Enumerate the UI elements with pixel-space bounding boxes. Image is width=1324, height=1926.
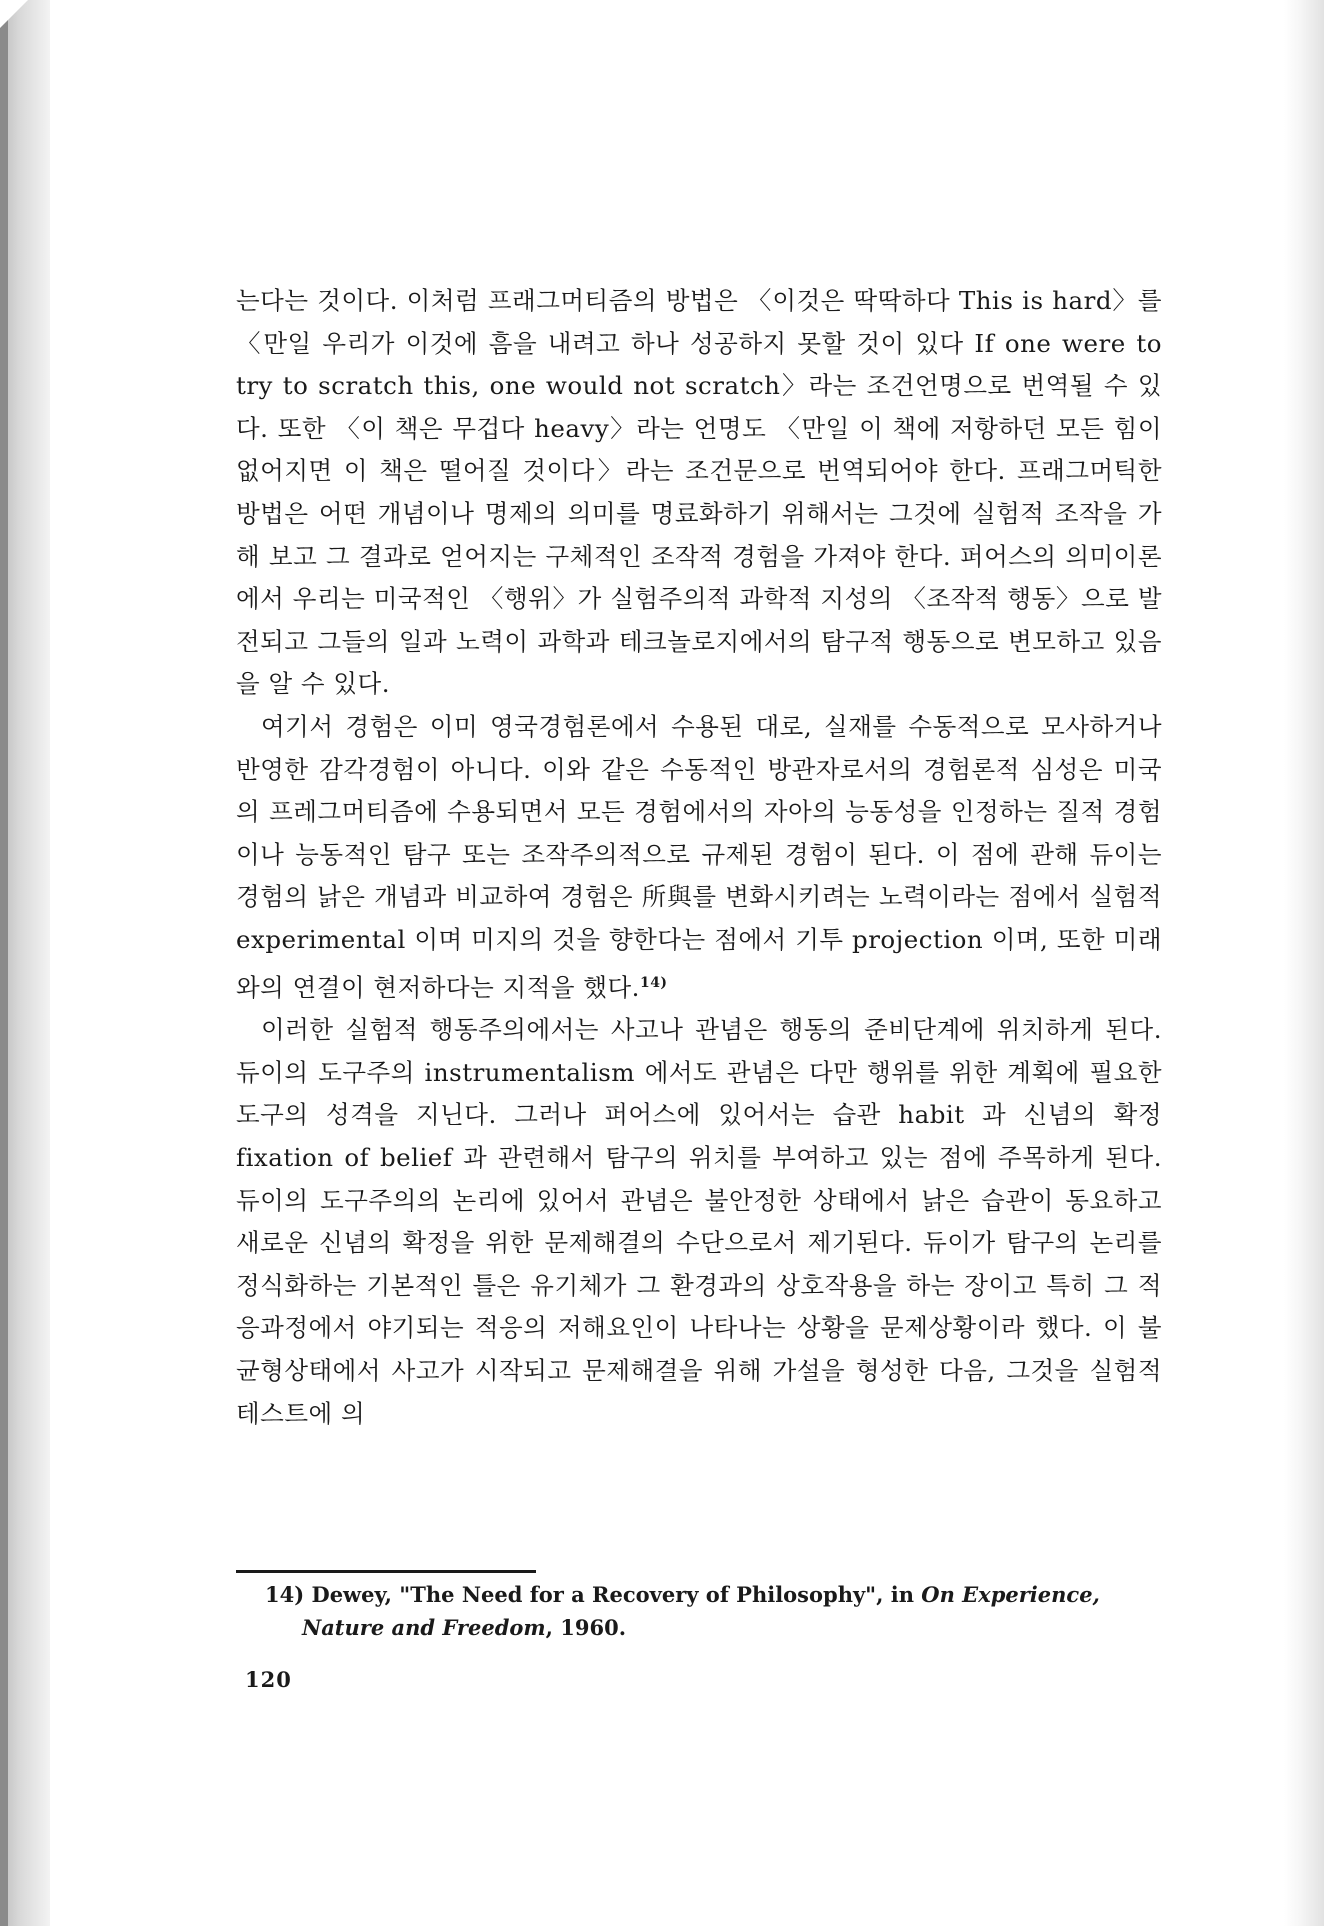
paragraph-3-text: 이러한 실험적 행동주의에서는 사고나 관념은 행동의 준비단계에 위치하게 된다. 듀이의 도구주의 instrumentalism 에서도 관념은 다만 행위를 위한 계획에 필요한 도구의 성격을 지닌다. 그러나 퍼어스에 있어서는 습관 habit 과 신념의 확정 fixation of belief 과 관련해서 탐구의 위치를 부여하고 있는 점에 주목하게 된다. 듀이의 도구주의의 논리에 있어서 관념은 불안정한 상태에서 낡은 습관이 동요하고 새로운 신념의 확정을 위한 문제해결의 수단으로서 제기된다. 듀이가 탐구의 논리를 정식화하는 기본적인 틀은 유기체가 그 환경과의 상호작용을 하는 장이고 특히 그 적응과정에서 야기되는 적응의 저해요인이 나타나는 상황을 문제상황이라 했다. 이 불균형상태에서 사고가 시작되고 문제해결을 위해 가설을 형성한 다음, 그것을 실험적 테스트에 의 bbox=[236, 1015, 1162, 1428]
page-number: 120 bbox=[245, 1667, 292, 1692]
footnote-body bbox=[265, 1578, 1165, 1644]
paragraph-1 bbox=[236, 280, 1162, 706]
page-right-shadow bbox=[1284, 0, 1324, 1926]
page-corner bbox=[0, 0, 28, 28]
footnote-number: 14) bbox=[265, 1582, 305, 1607]
footnote-divider bbox=[236, 1570, 536, 1573]
paragraph-2 bbox=[236, 706, 1162, 1009]
paragraph-3 bbox=[236, 1009, 1162, 1435]
footnote-text: Dewey, "The Need for a Recovery of Philosophy", in bbox=[311, 1582, 922, 1607]
body-text bbox=[236, 280, 1162, 1435]
footnote-year: , 1960. bbox=[545, 1615, 627, 1640]
footnote-book-title: On Experience, Nature and Freedom bbox=[302, 1582, 1100, 1640]
footnote bbox=[265, 1578, 1165, 1644]
footnote-reference[interactable]: 14) bbox=[639, 974, 668, 991]
paragraph-1-text: 는다는 것이다. 이처럼 프래그머티즘의 방법은 〈이것은 딱딱하다 This is hard〉를 〈만일 우리가 이것에 흠을 내려고 하나 성공하지 못할 것이 있다 If one were to try to scratch this, one would not scratch〉라는 조건언명으로 번역될 수 있다. 또한 〈이 책은 무겁다 heavy〉라는 언명도 〈만일 이 책에 저항하던 모든 힘이 없어지면 이 책은 떨어질 것이다〉라는 조건문으로 번역되어야 한다. 프래그머틱한 방법은 어떤 개념이나 명제의 의미를 명료화하기 위해서는 그것에 실험적 조작을 가해 보고 그 결과로 얻어지는 구체적인 조작적 경험을 가져야 한다. 퍼어스의 의미이론에서 우리는 미국적인 〈행위〉가 실험주의적 과학적 지성의 〈조작적 행동〉으로 발전되고 그들의 일과 노력이 과학과 테크놀로지에서의 탐구적 행동으로 변모하고 있음을 알 수 있다. bbox=[236, 286, 1162, 699]
page-left-edge bbox=[0, 0, 8, 1926]
paragraph-2-text: 여기서 경험은 이미 영국경험론에서 수용된 대로, 실재를 수동적으로 모사하거나 반영한 감각경험이 아니다. 이와 같은 수동적인 방관자로서의 경험론적 심성은 미국의 프레그머티즘에 수용되면서 모든 경험에서의 자아의 능동성을 인정하는 질적 경험이나 능동적인 탐구 또는 조작주의적으로 규제된 경험이 된다. 이 점에 관해 듀이는 경험의 낡은 개념과 비교하여 경험은 所與를 변화시키려는 노력이라는 점에서 실험적 experimental 이며 미지의 것을 향한다는 점에서 기투 projection 이며, 또한 미래와의 연결이 현저하다는 지적을 했다. bbox=[236, 711, 1162, 1002]
